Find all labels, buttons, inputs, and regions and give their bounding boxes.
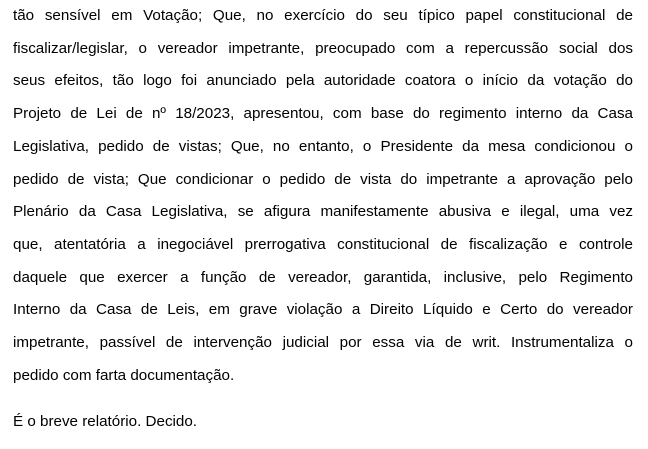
text-line: impetrante, passível de intervenção judicial por essa via de writ. Instrumentaliza o [13, 334, 633, 352]
text-line: que, atentatória a inegociável prerrogativa constitucional de fiscalização e controle [13, 235, 633, 253]
text-line: pedido de vista; Que condicionar o pedido de vista do impetrante a aprovação pelo [13, 170, 633, 188]
text-line: fiscalizar/legislar, o vereador impetrante, preocupado com a repercussão social dos [13, 39, 633, 57]
text-line: Projeto de Lei de nº 18/2023, apresentou, com base do regimento interno da Casa [13, 105, 633, 123]
text-line: tão sensível em Votação; Que, no exercício do seu típico papel constitucional de [13, 7, 633, 24]
text-line: seus efeitos, tão logo foi anunciado pela autoridade coatora o início da votação do [13, 72, 633, 90]
text-line: Legislativa, pedido de vistas; Que, no entanto, o Presidente da mesa condicionou o [13, 137, 633, 155]
closing-paragraph [13, 406, 633, 439]
text-line: daquele que exercer a função de vereador, garantida, inclusive, pelo Regimento [13, 268, 633, 286]
text-line: Plenário da Casa Legislativa, se afigura manifestamente abusiva e ilegal, uma vez [13, 203, 633, 221]
text-line: Interno da Casa de Leis, em grave violação a Direito Líquido e Certo do vereador [13, 301, 633, 319]
report-paragraph [13, 0, 633, 392]
text-line: É o breve relatório. Decido. [13, 413, 198, 430]
text-line: pedido com farta documentação. [13, 366, 235, 384]
